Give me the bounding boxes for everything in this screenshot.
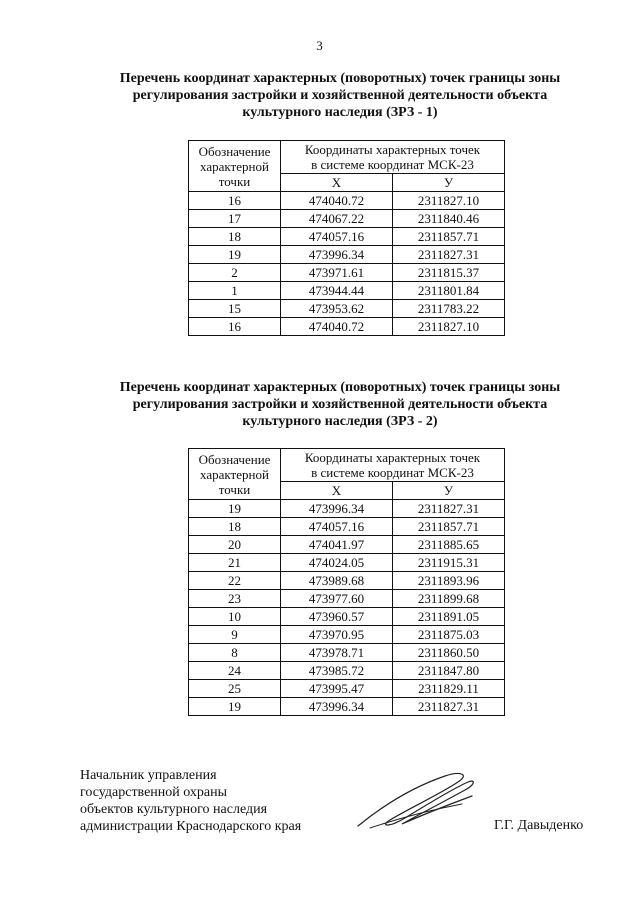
cell-y: 2311860.50 xyxy=(393,644,505,662)
header-coordinates: Координаты характерных точек в системе координат МСК-23 xyxy=(281,449,505,482)
table-row xyxy=(189,228,505,246)
table-row xyxy=(189,192,505,210)
header-point-designation: Обозначение характерной точки xyxy=(189,449,281,500)
cell-y: 2311885.65 xyxy=(393,536,505,554)
cell-y: 2311875.03 xyxy=(393,626,505,644)
cell-y: 2311893.96 xyxy=(393,572,505,590)
table-row xyxy=(189,264,505,282)
cell-x: 473953.62 xyxy=(281,300,393,318)
signatory-position-line: администрации Краснодарского края xyxy=(80,819,302,834)
handwritten-signature xyxy=(350,768,480,838)
table-1-title-line: Перечень координат характерных (поворотных) точек границы зоны xyxy=(119,71,561,86)
table-2-title-line: Перечень координат характерных (поворотных) точек границы зоны xyxy=(119,380,561,395)
table-1-title xyxy=(60,70,620,121)
cell-point: 18 xyxy=(189,228,281,246)
cell-x: 473995.47 xyxy=(281,680,393,698)
cell-x: 474040.72 xyxy=(281,192,393,210)
coordinates-table-1 xyxy=(188,140,505,336)
table-2-title xyxy=(60,379,620,430)
cell-point: 20 xyxy=(189,536,281,554)
table-2-title-line: регулирования застройки и хозяйственной деятельности объекта xyxy=(132,397,548,412)
cell-x: 473978.71 xyxy=(281,644,393,662)
cell-x: 473944.44 xyxy=(281,282,393,300)
cell-y: 2311827.10 xyxy=(393,192,505,210)
cell-point: 16 xyxy=(189,318,281,336)
table-row xyxy=(189,318,505,336)
cell-x: 474040.72 xyxy=(281,318,393,336)
cell-x: 473989.68 xyxy=(281,572,393,590)
table-row xyxy=(189,590,505,608)
header-x: X xyxy=(281,174,393,192)
table-1-title-line: регулирования застройки и хозяйственной деятельности объекта xyxy=(132,88,548,103)
cell-y: 2311847.80 xyxy=(393,662,505,680)
table-1-title-line: культурного наследия (ЗРЗ - 1) xyxy=(242,105,438,120)
cell-point: 8 xyxy=(189,644,281,662)
cell-point: 1 xyxy=(189,282,281,300)
cell-x: 473977.60 xyxy=(281,590,393,608)
table-row xyxy=(189,282,505,300)
cell-x: 473960.57 xyxy=(281,608,393,626)
table-row xyxy=(189,554,505,572)
cell-x: 473970.95 xyxy=(281,626,393,644)
cell-y: 2311827.31 xyxy=(393,698,505,716)
page-number: 3 xyxy=(316,38,323,53)
cell-x: 473985.72 xyxy=(281,662,393,680)
cell-x: 473971.61 xyxy=(281,264,393,282)
table-row xyxy=(189,536,505,554)
table-row xyxy=(189,210,505,228)
table-row xyxy=(189,608,505,626)
header-x: X xyxy=(281,482,393,500)
cell-x: 473996.34 xyxy=(281,246,393,264)
cell-point: 19 xyxy=(189,500,281,518)
cell-point: 22 xyxy=(189,572,281,590)
table-row xyxy=(189,500,505,518)
cell-y: 2311815.37 xyxy=(393,264,505,282)
header-y: У xyxy=(393,174,505,192)
cell-x: 474067.22 xyxy=(281,210,393,228)
signatory-position-line: Начальник управления xyxy=(80,768,217,783)
table-row xyxy=(189,644,505,662)
cell-point: 16 xyxy=(189,192,281,210)
table-row xyxy=(189,626,505,644)
cell-y: 2311801.84 xyxy=(393,282,505,300)
cell-y: 2311857.71 xyxy=(393,228,505,246)
cell-y: 2311857.71 xyxy=(393,518,505,536)
cell-y: 2311891.05 xyxy=(393,608,505,626)
cell-point: 25 xyxy=(189,680,281,698)
table-row xyxy=(189,662,505,680)
header-point-designation: Обозначение характерной точки xyxy=(189,141,281,192)
table-row xyxy=(189,572,505,590)
cell-y: 2311840.46 xyxy=(393,210,505,228)
cell-x: 474024.05 xyxy=(281,554,393,572)
cell-y: 2311827.10 xyxy=(393,318,505,336)
table-row xyxy=(189,680,505,698)
cell-y: 2311829.11 xyxy=(393,680,505,698)
cell-point: 15 xyxy=(189,300,281,318)
cell-y: 2311827.31 xyxy=(393,246,505,264)
cell-point: 19 xyxy=(189,698,281,716)
cell-point: 23 xyxy=(189,590,281,608)
signatory-position xyxy=(80,767,301,835)
cell-point: 19 xyxy=(189,246,281,264)
signatory-position-line: объектов культурного наследия xyxy=(80,802,268,817)
cell-y: 2311899.68 xyxy=(393,590,505,608)
table-row xyxy=(189,518,505,536)
signatory-position-line: государственной охраны xyxy=(80,785,228,800)
table-row xyxy=(189,246,505,264)
cell-point: 18 xyxy=(189,518,281,536)
header-y: У xyxy=(393,482,505,500)
cell-x: 474057.16 xyxy=(281,228,393,246)
cell-x: 474057.16 xyxy=(281,518,393,536)
cell-y: 2311783.22 xyxy=(393,300,505,318)
cell-x: 473996.34 xyxy=(281,698,393,716)
signatory-name: Г.Г. Давыденко xyxy=(494,818,584,833)
cell-x: 474041.97 xyxy=(281,536,393,554)
cell-point: 2 xyxy=(189,264,281,282)
cell-y: 2311915.31 xyxy=(393,554,505,572)
cell-point: 17 xyxy=(189,210,281,228)
cell-point: 21 xyxy=(189,554,281,572)
cell-y: 2311827.31 xyxy=(393,500,505,518)
cell-x: 473996.34 xyxy=(281,500,393,518)
cell-point: 9 xyxy=(189,626,281,644)
coordinates-table-2 xyxy=(188,448,505,716)
header-coordinates: Координаты характерных точек в системе координат МСК-23 xyxy=(281,141,505,174)
cell-point: 24 xyxy=(189,662,281,680)
table-2-title-line: культурного наследия (ЗРЗ - 2) xyxy=(242,414,438,429)
cell-point: 10 xyxy=(189,608,281,626)
table-row xyxy=(189,698,505,716)
table-row xyxy=(189,300,505,318)
